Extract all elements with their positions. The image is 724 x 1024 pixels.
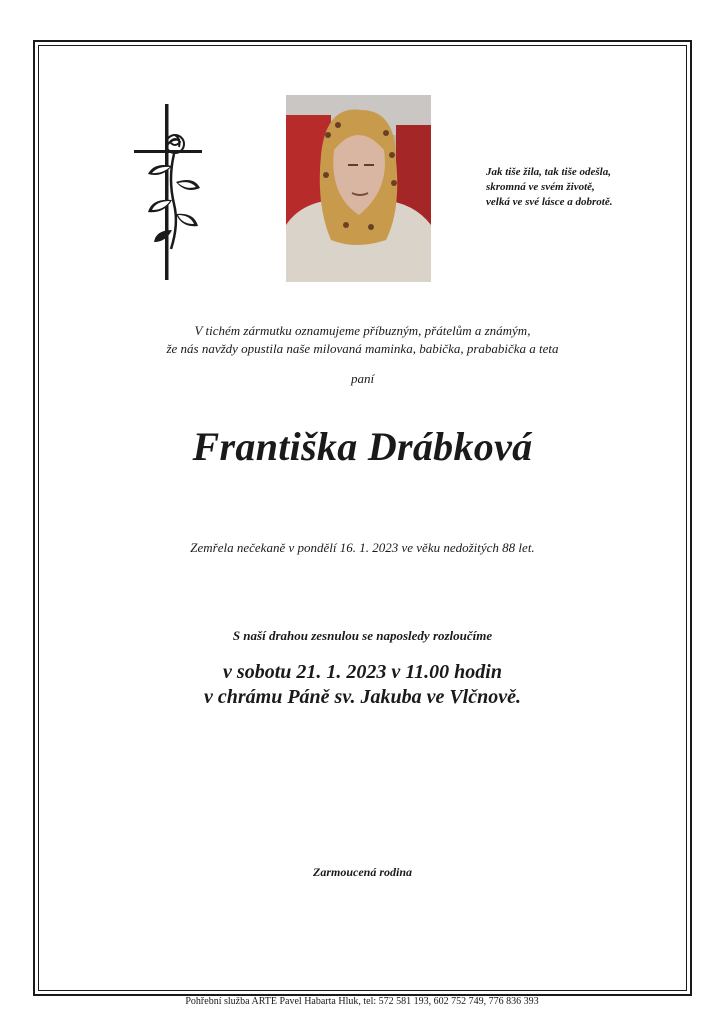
verse-line: Jak tiše žila, tak tiše odešla, xyxy=(486,166,611,178)
farewell-intro: S naší drahou zesnulou se naposledy rozloučíme xyxy=(232,628,493,643)
death-notice: Zemřela nečekaně v pondělí 16. 1. 2023 ve věku nedožitých 88 let. xyxy=(190,540,535,555)
announcement-line: že nás navždy opustila naše milovaná maminka, babička, prababička a teta xyxy=(166,341,559,356)
verse-line: velká ve své lásce a dobrotě. xyxy=(486,196,613,208)
announcement-text xyxy=(40,322,685,358)
funeral-service-footer: Pohřební služba ARTE Pavel Habarta Hluk, tel: 572 581 193, 602 752 749, 776 836 393 xyxy=(185,996,539,1007)
cross-with-rose-icon xyxy=(130,104,206,280)
deceased-name: Františka Drábková xyxy=(192,424,533,469)
verse-line: skromná ve svém životě, xyxy=(486,181,595,193)
signature: Zarmoucená rodina xyxy=(312,865,412,879)
memorial-verse xyxy=(486,165,676,210)
title-word: paní xyxy=(350,371,375,386)
portrait-photo xyxy=(286,95,431,282)
ceremony-where: v chrámu Páně sv. Jakuba ve Vlčnově. xyxy=(203,686,521,708)
ceremony-when: v sobotu 21. 1. 2023 v 11.00 hodin xyxy=(223,661,502,683)
ceremony-details xyxy=(40,660,685,710)
announcement-line: V tichém zármutku oznamujeme příbuzným, přátelům a známým, xyxy=(194,323,531,338)
